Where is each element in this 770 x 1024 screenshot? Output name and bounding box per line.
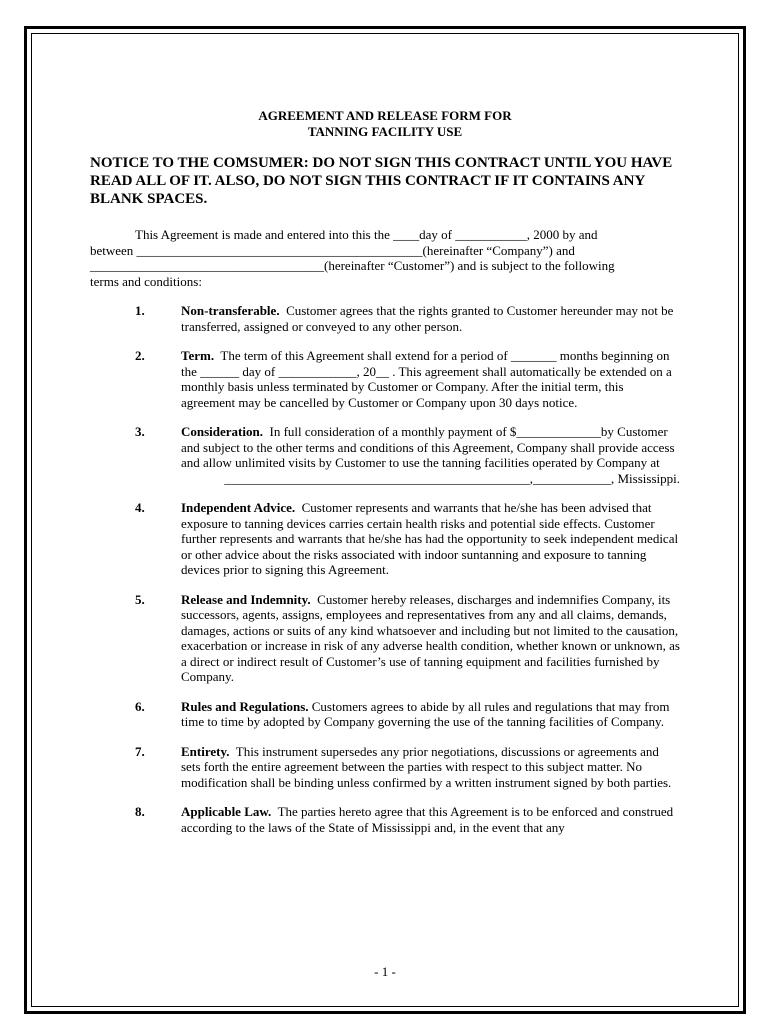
- clause-7: [90, 744, 680, 791]
- page-number: - 1 -: [374, 964, 396, 979]
- consumer-notice: NOTICE TO THE COMSUMER: DO NOT SIGN THIS CONTRACT UNTIL YOU HAVE READ ALL OF IT. ALSO, DO NOT SIGN THIS CONTRACT IF IT CONTAINS ANY BLANK SPACES.: [90, 155, 673, 207]
- clause-number: 2.: [135, 348, 145, 363]
- clause-heading: Non-transferable.: [181, 303, 280, 318]
- clause-5: [90, 592, 680, 685]
- clause-number: 4.: [135, 500, 145, 515]
- clause-number: 7.: [135, 743, 145, 759]
- clause-heading: Term.: [181, 348, 215, 363]
- clause-text: Customers agrees to abide by all rules and regulations that may from time to time by adopted by Company governing the use of the tanning facilities of Company.: [181, 698, 670, 729]
- clause-text: In full consideration of a monthly payment of $_____________by Customer and subject to the other terms and conditions of this Agreement, Company shall provide access and allow unlimited visits by Customer to use the tanning facilities operated by Company at: [181, 424, 675, 470]
- intro-line-2: between ____________________________________________(hereinafter “Company”) and: [90, 242, 575, 258]
- clause-text: Customer hereby releases, discharges and indemnifies Company, its successors, agents, assigns, employees and representatives from any and all claims, demands, damages, actions or suits of any kind whatsoever and including but not limited to the causation, exacerbation or increase in risk of any adverse health condition, whether known or unknown, as a direct or indirect result of Customer’s use of tanning equipment and facilities furnished by Company.: [181, 591, 680, 684]
- document-body: [90, 108, 680, 835]
- document-title: [90, 108, 680, 140]
- intro-line-4: terms and conditions:: [90, 273, 202, 289]
- clause-text: The parties hereto agree that this Agreement is to be enforced and construed according to the laws of the State of Mississippi and, in the event that any: [181, 804, 674, 835]
- clause-text: Customer agrees that the rights granted to Customer hereunder may not be transferred, assigned or conveyed to any other person.: [181, 303, 674, 334]
- clause-1: [90, 303, 680, 334]
- clause-2: [90, 348, 680, 410]
- clause-text: The term of this Agreement shall extend for a period of _______ months beginning on the ______ day of ____________, 20__ . This agreement shall automatically be extended on a monthly basis unless terminated by Customer or Company. After the initial term, this agreement may be cancelled by Customer or Company upon 30 days notice.: [181, 348, 672, 410]
- title-line-1: AGREEMENT AND RELEASE FORM FOR: [258, 108, 512, 123]
- clause-number: 5.: [135, 591, 145, 607]
- clause-4: [90, 500, 680, 578]
- clause-number: 6.: [135, 698, 145, 714]
- clause-3: [90, 424, 680, 486]
- clause-text: This instrument supersedes any prior negotiations, discussions or agreements and sets forth the entire agreement between the parties with respect to this subject matter. No modification shall be binding unless confirmed by a written instrument signed by both parties.: [181, 743, 672, 790]
- clause-6: [90, 699, 680, 730]
- clause-number: 8.: [135, 804, 145, 819]
- clause-heading: Applicable Law.: [181, 804, 272, 819]
- intro-line-1: This Agreement is made and entered into this the ____day of ___________, 2000 by and: [135, 227, 598, 242]
- clause-8: [90, 804, 680, 835]
- clause-heading: Independent Advice.: [181, 500, 296, 515]
- intro-line-3: ____________________________________(hereinafter “Customer”) and is subject to the following: [90, 258, 615, 273]
- clause-heading: Release and Indemnity.: [181, 591, 311, 607]
- title-line-2: TANNING FACILITY USE: [307, 124, 463, 139]
- clause-heading: Entirety.: [181, 743, 230, 759]
- clause-heading: Rules and Regulations.: [181, 698, 309, 714]
- intro-paragraph: [90, 227, 680, 289]
- clause-text: Customer represents and warrants that he/she has been advised that exposure to tanning devices carries certain health risks and potential side effects. Customer further represents and warrants that he/she has had the opportunity to seek independent medical or other advice about the risks associated with indoor suntanning and exposure to tanning devices prior to signing this Agreement.: [181, 500, 679, 577]
- clause-number: 3.: [135, 424, 145, 439]
- clause-number: 1.: [135, 303, 145, 318]
- clause-heading: Consideration.: [181, 424, 263, 439]
- clause-fill-line: _______________________________________________,____________, Mississippi.: [224, 470, 680, 486]
